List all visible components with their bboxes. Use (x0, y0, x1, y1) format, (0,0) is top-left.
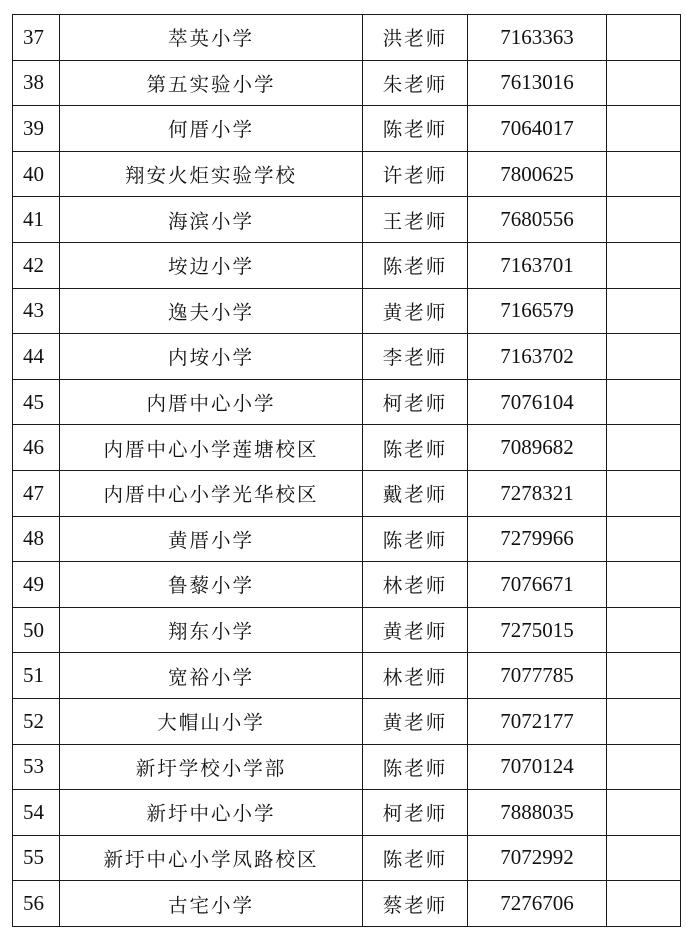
phone-number-cell: 7072177 (468, 698, 607, 744)
contact-person-cell: 林老师 (363, 562, 468, 608)
table-row (13, 288, 681, 334)
empty-cell (607, 242, 681, 288)
school-name-cell: 黄厝小学 (60, 516, 363, 562)
row-number-cell: 50 (13, 607, 60, 653)
school-name-cell: 逸夫小学 (60, 288, 363, 334)
school-name-cell: 新圩学校小学部 (60, 744, 363, 790)
school-name-cell: 新圩中心小学凤路校区 (60, 835, 363, 881)
phone-number-cell: 7077785 (468, 653, 607, 699)
contact-person-cell: 戴老师 (363, 470, 468, 516)
row-number-cell: 51 (13, 653, 60, 699)
contact-person-cell: 王老师 (363, 197, 468, 243)
row-number-cell: 47 (13, 470, 60, 516)
table-body (13, 15, 681, 927)
phone-number-cell: 7166579 (468, 288, 607, 334)
school-name-cell: 内垵小学 (60, 334, 363, 380)
table-row (13, 790, 681, 836)
empty-cell (607, 151, 681, 197)
row-number-cell: 38 (13, 60, 60, 106)
school-name-cell: 内厝中心小学莲塘校区 (60, 425, 363, 471)
row-number-cell: 44 (13, 334, 60, 380)
empty-cell (607, 881, 681, 927)
table-row (13, 242, 681, 288)
empty-cell (607, 425, 681, 471)
contact-person-cell: 洪老师 (363, 15, 468, 61)
phone-number-cell: 7076104 (468, 379, 607, 425)
row-number-cell: 55 (13, 835, 60, 881)
phone-number-cell: 7072992 (468, 835, 607, 881)
table-row (13, 881, 681, 927)
table-row (13, 562, 681, 608)
row-number-cell: 45 (13, 379, 60, 425)
empty-cell (607, 653, 681, 699)
school-name-cell: 新圩中心小学 (60, 790, 363, 836)
row-number-cell: 43 (13, 288, 60, 334)
phone-number-cell: 7275015 (468, 607, 607, 653)
contact-person-cell: 陈老师 (363, 242, 468, 288)
empty-cell (607, 106, 681, 152)
contact-person-cell: 柯老师 (363, 379, 468, 425)
empty-cell (607, 516, 681, 562)
school-name-cell: 垵边小学 (60, 242, 363, 288)
table-row (13, 334, 681, 380)
school-name-cell: 内厝中心小学 (60, 379, 363, 425)
contact-person-cell: 李老师 (363, 334, 468, 380)
table-row (13, 470, 681, 516)
row-number-cell: 39 (13, 106, 60, 152)
school-name-cell: 古宅小学 (60, 881, 363, 927)
empty-cell (607, 744, 681, 790)
row-number-cell: 56 (13, 881, 60, 927)
empty-cell (607, 334, 681, 380)
row-number-cell: 46 (13, 425, 60, 471)
school-name-cell: 鲁藜小学 (60, 562, 363, 608)
table-row (13, 653, 681, 699)
school-name-cell: 何厝小学 (60, 106, 363, 152)
contact-person-cell: 蔡老师 (363, 881, 468, 927)
contact-person-cell: 林老师 (363, 653, 468, 699)
phone-number-cell: 7089682 (468, 425, 607, 471)
contact-person-cell: 陈老师 (363, 835, 468, 881)
contact-person-cell: 黄老师 (363, 288, 468, 334)
phone-number-cell: 7680556 (468, 197, 607, 243)
phone-number-cell: 7279966 (468, 516, 607, 562)
school-name-cell: 第五实验小学 (60, 60, 363, 106)
table-row (13, 15, 681, 61)
row-number-cell: 52 (13, 698, 60, 744)
phone-number-cell: 7076671 (468, 562, 607, 608)
table-row (13, 60, 681, 106)
contact-person-cell: 朱老师 (363, 60, 468, 106)
row-number-cell: 40 (13, 151, 60, 197)
row-number-cell: 49 (13, 562, 60, 608)
phone-number-cell: 7888035 (468, 790, 607, 836)
empty-cell (607, 698, 681, 744)
table-row (13, 197, 681, 243)
school-contact-table-container (12, 14, 680, 927)
table-row (13, 106, 681, 152)
contact-person-cell: 陈老师 (363, 516, 468, 562)
row-number-cell: 54 (13, 790, 60, 836)
empty-cell (607, 607, 681, 653)
table-row (13, 607, 681, 653)
row-number-cell: 41 (13, 197, 60, 243)
row-number-cell: 53 (13, 744, 60, 790)
contact-person-cell: 陈老师 (363, 744, 468, 790)
school-name-cell: 萃英小学 (60, 15, 363, 61)
school-contact-table (12, 14, 681, 927)
school-name-cell: 翔安火炬实验学校 (60, 151, 363, 197)
empty-cell (607, 197, 681, 243)
contact-person-cell: 柯老师 (363, 790, 468, 836)
contact-person-cell: 许老师 (363, 151, 468, 197)
empty-cell (607, 790, 681, 836)
table-row (13, 744, 681, 790)
school-name-cell: 内厝中心小学光华校区 (60, 470, 363, 516)
row-number-cell: 48 (13, 516, 60, 562)
table-row (13, 698, 681, 744)
empty-cell (607, 288, 681, 334)
phone-number-cell: 7064017 (468, 106, 607, 152)
phone-number-cell: 7163701 (468, 242, 607, 288)
table-row (13, 151, 681, 197)
table-row (13, 516, 681, 562)
school-name-cell: 海滨小学 (60, 197, 363, 243)
empty-cell (607, 562, 681, 608)
phone-number-cell: 7613016 (468, 60, 607, 106)
school-name-cell: 宽裕小学 (60, 653, 363, 699)
table-row (13, 379, 681, 425)
phone-number-cell: 7163363 (468, 15, 607, 61)
school-name-cell: 翔东小学 (60, 607, 363, 653)
empty-cell (607, 379, 681, 425)
empty-cell (607, 15, 681, 61)
phone-number-cell: 7800625 (468, 151, 607, 197)
empty-cell (607, 470, 681, 516)
phone-number-cell: 7276706 (468, 881, 607, 927)
phone-number-cell: 7278321 (468, 470, 607, 516)
contact-person-cell: 黄老师 (363, 607, 468, 653)
row-number-cell: 42 (13, 242, 60, 288)
contact-person-cell: 陈老师 (363, 425, 468, 471)
phone-number-cell: 7070124 (468, 744, 607, 790)
contact-person-cell: 黄老师 (363, 698, 468, 744)
table-row (13, 835, 681, 881)
empty-cell (607, 60, 681, 106)
phone-number-cell: 7163702 (468, 334, 607, 380)
school-name-cell: 大帽山小学 (60, 698, 363, 744)
contact-person-cell: 陈老师 (363, 106, 468, 152)
row-number-cell: 37 (13, 15, 60, 61)
table-row (13, 425, 681, 471)
empty-cell (607, 835, 681, 881)
